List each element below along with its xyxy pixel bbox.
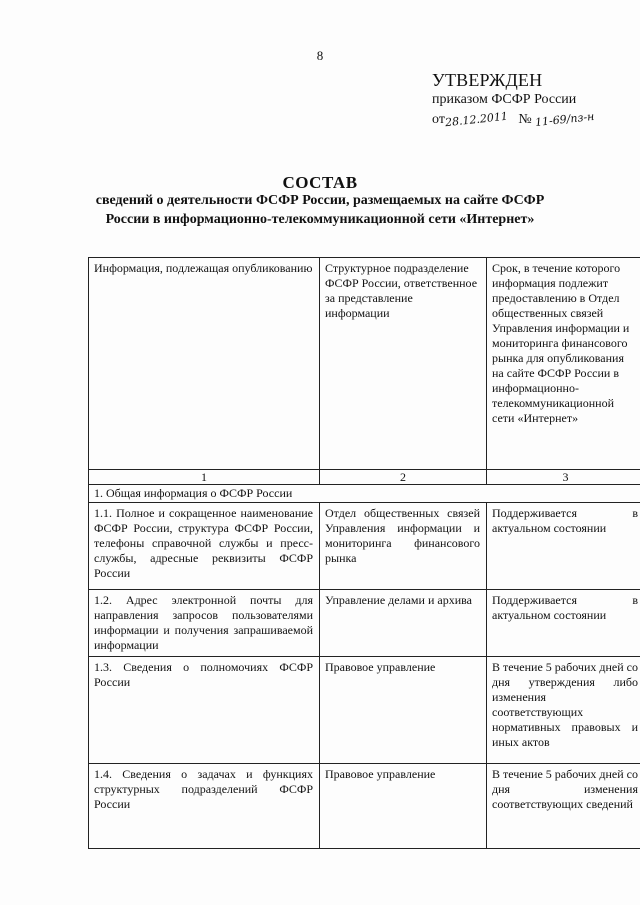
cell-information: 1.3. Сведения о полномочиях ФСФР России bbox=[89, 657, 320, 764]
section-title: 1. Общая информация о ФСФР России bbox=[89, 485, 640, 503]
handwritten-date: 28.12.2011 bbox=[444, 109, 509, 130]
cell-responsible-unit: Отдел общественных связей Управления информации и мониторинга финансового рынка bbox=[320, 503, 487, 590]
cell-deadline: Поддерживается в актуальном состоянии bbox=[487, 503, 640, 590]
document-title: СОСТАВ bbox=[282, 173, 358, 192]
approval-heading: УТВЕРЖДЕН bbox=[432, 70, 543, 90]
table-row bbox=[89, 657, 640, 764]
handwritten-order-number: 11-69/пз-н bbox=[534, 109, 596, 130]
cell-responsible-unit: Управление делами и архива bbox=[320, 590, 487, 657]
section-row bbox=[89, 485, 640, 503]
approval-number-prefix: № bbox=[518, 112, 532, 127]
information-table bbox=[88, 257, 640, 849]
cell-deadline: В течение 5 рабочих дней со дня утверждения либо изменения соответствующих нормативных правовых и иных актов bbox=[487, 657, 640, 764]
header-cell-responsible-unit: Структурное подразделение ФСФР России, ответственное за представление информации bbox=[320, 258, 487, 470]
approval-stamp-block bbox=[432, 70, 632, 130]
table-row bbox=[89, 764, 640, 849]
cell-deadline: Поддерживается в актуальном состоянии bbox=[487, 590, 640, 657]
header-cell-information: Информация, подлежащая опубликованию bbox=[89, 258, 320, 470]
header-cell-deadline: Срок, в течение которого информация подлежит предоставлению в Отдел общественных связей Управления информации и мониторинга финансового рынка для опубликования на сайте ФСФР России в информационно-телекоммуникационной сети «Интернет» bbox=[487, 258, 640, 470]
cell-responsible-unit: Правовое управление bbox=[320, 764, 487, 849]
table-header-row bbox=[89, 258, 640, 470]
table-row bbox=[89, 503, 640, 590]
approval-order-line: приказом ФСФР России bbox=[432, 92, 577, 107]
cell-deadline: В течение 5 рабочих дней со дня изменения соответствующих сведений bbox=[487, 764, 640, 849]
column-number-3: 3 bbox=[487, 470, 640, 485]
cell-responsible-unit: Правовое управление bbox=[320, 657, 487, 764]
column-number-1: 1 bbox=[89, 470, 320, 485]
cell-information: 1.1. Полное и сокращенное наименование ФСФР России, структура ФСФР России, телефоны справочной службы и пресс-службы, адресные реквизиты ФСФР России bbox=[89, 503, 320, 590]
cell-information: 1.4. Сведения о задачах и функциях структурных подразделений ФСФР России bbox=[89, 764, 320, 849]
column-number-row bbox=[89, 470, 640, 485]
page-number: 8 bbox=[316, 48, 324, 63]
approval-date-number-line bbox=[432, 110, 632, 130]
table-row bbox=[89, 590, 640, 657]
column-number-2: 2 bbox=[320, 470, 487, 485]
approval-from-prefix: от bbox=[432, 112, 445, 127]
cell-information: 1.2. Адрес электронной почты для направления запросов пользователями информации и получения запрашиваемой информации bbox=[89, 590, 320, 657]
document-subtitle: сведений о деятельности ФСФР России, размещаемых на сайте ФСФР России в информационно-телекоммуникационной сети «Интернет» bbox=[95, 193, 545, 227]
